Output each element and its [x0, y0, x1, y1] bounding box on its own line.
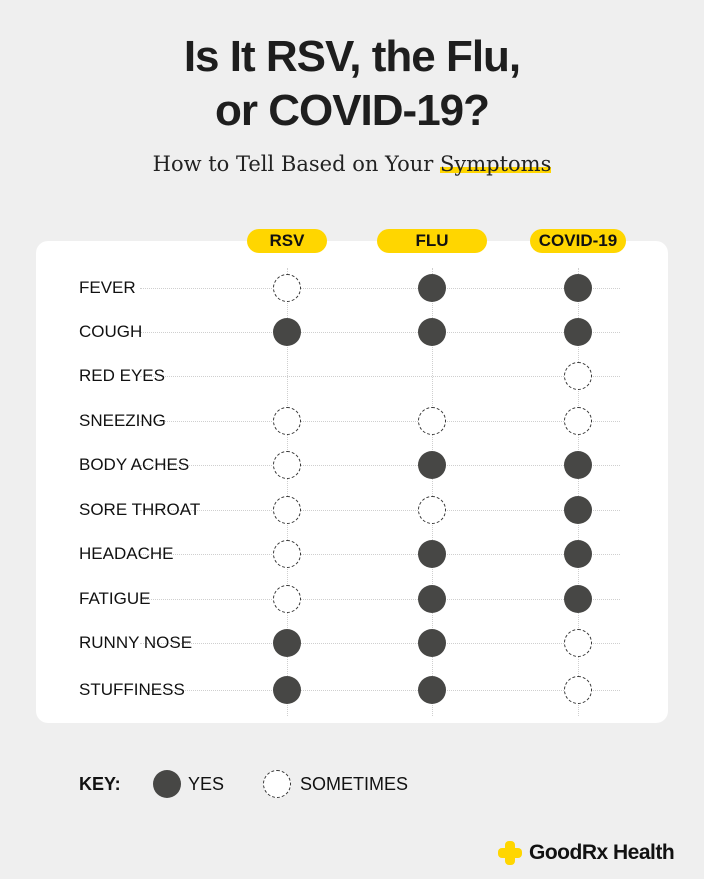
yes-dot [564, 585, 592, 613]
title-line-1: Is It RSV, the Flu, [183, 32, 521, 81]
row-gridline [140, 465, 620, 466]
subtitle [0, 152, 704, 176]
subtitle-highlight: Symptoms [439, 152, 552, 176]
yes-dot [564, 274, 592, 302]
sometimes-dot [273, 585, 301, 613]
yes-dot [418, 318, 446, 346]
symptom-label: COUGH [79, 322, 143, 341]
row-gridline [140, 421, 620, 422]
symptom-label: HEADACHE [79, 544, 174, 563]
sometimes-dot [273, 451, 301, 479]
yes-dot [418, 629, 446, 657]
sometimes-dot [273, 274, 301, 302]
plus-icon [497, 840, 523, 866]
yes-dot [418, 540, 446, 568]
row-gridline [140, 554, 620, 555]
page-title [0, 30, 704, 138]
sometimes-dot [273, 407, 301, 435]
sometimes-dot [564, 629, 592, 657]
row-gridline [140, 332, 620, 333]
yes-dot [418, 585, 446, 613]
row-gridline [140, 643, 620, 644]
row-gridline [140, 288, 620, 289]
symptom-label: SORE THROAT [79, 500, 201, 519]
key-label: KEY: [79, 774, 121, 794]
symptom-label: RUNNY NOSE [79, 633, 193, 652]
yes-dot [273, 318, 301, 346]
sometimes-dot [564, 362, 592, 390]
yes-dot [564, 318, 592, 346]
column-header: RSV [247, 229, 327, 253]
yes-dot [273, 629, 301, 657]
sometimes-dot [564, 407, 592, 435]
sometimes-dot [418, 407, 446, 435]
subtitle-text: How to Tell Based on Your [152, 152, 440, 176]
yes-dot [564, 496, 592, 524]
sometimes-dot [273, 496, 301, 524]
symptom-label: RED EYES [79, 366, 165, 385]
key-yes-label: YES [188, 774, 225, 794]
column-header: FLU [377, 229, 487, 253]
yes-dot [564, 451, 592, 479]
symptom-label: BODY ACHES [79, 455, 190, 474]
symptom-label: STUFFINESS [79, 680, 185, 699]
brand-name: GoodRx Health [529, 841, 675, 864]
key-sometimes-dot [263, 770, 291, 798]
yes-dot [418, 451, 446, 479]
symptom-label: FEVER [79, 278, 136, 297]
yes-dot [273, 676, 301, 704]
goodrx-logo [497, 840, 674, 866]
title-line-2: or COVID-19? [214, 86, 490, 135]
row-gridline [140, 690, 620, 691]
row-gridline [140, 510, 620, 511]
yes-dot [418, 676, 446, 704]
symptom-label: FATIGUE [79, 589, 151, 608]
sometimes-dot [418, 496, 446, 524]
key-sometimes-label: SOMETIMES [300, 774, 409, 794]
column-header: COVID-19 [530, 229, 626, 253]
symptom-label: SNEEZING [79, 411, 166, 430]
key-yes-dot [153, 770, 181, 798]
row-gridline [140, 376, 620, 377]
sometimes-dot [273, 540, 301, 568]
yes-dot [564, 540, 592, 568]
row-gridline [140, 599, 620, 600]
yes-dot [418, 274, 446, 302]
sometimes-dot [564, 676, 592, 704]
